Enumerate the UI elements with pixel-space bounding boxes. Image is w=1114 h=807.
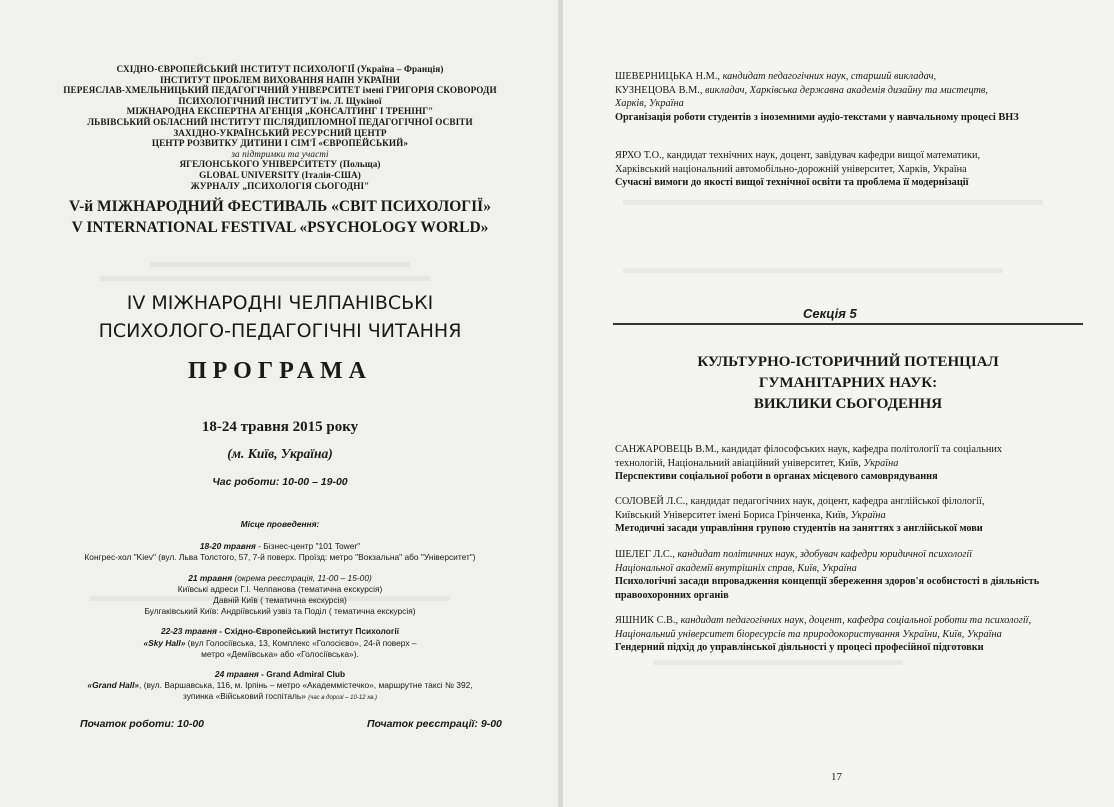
organizer-line: ІНСТИТУТ ПРОБЛЕМ ВИХОВАННЯ НАПН УКРАЇНИ <box>160 74 400 85</box>
right-page <box>563 0 1114 807</box>
venues-heading: Місце проведення: <box>240 519 320 529</box>
venue-address: Конгрес-хол "Kiev" (вул. Льва Толстого, 57, 7-й поверх. Проїзд: метро "Вокзальна" або "Університет") <box>84 552 476 563</box>
entry-title: Організація роботи студентів з іноземними аудіо-текстами у навчальному процесі ВНЗ <box>615 111 1019 123</box>
venue-item <box>40 669 520 705</box>
venue-tour: Давній Київ ( тематична екскурсія) <box>213 595 347 606</box>
organizer-line: ЦЕНТР РОЗВИТКУ ДИТИНИ І СІМ'Ї «ЄВРОПЕЙСЬКИЙ» <box>151 138 409 149</box>
bleed-through <box>100 276 430 281</box>
work-hours: Час роботи: 10-00 – 19-00 <box>212 476 348 488</box>
entry-title: Гендерний підхід до управлінської діяльності у процесі професійної підготовки <box>615 642 984 654</box>
entry-author-role: викладач, Харківська державна академія дизайну та мистецтв, <box>705 84 988 96</box>
section-title-line: КУЛЬТУРНО-ІСТОРИЧНИЙ ПОТЕНЦІАЛ <box>697 354 999 370</box>
program-title: ПРОГРАМА <box>187 358 373 384</box>
support-note: за підтримки та участі <box>231 148 329 159</box>
venue-note: (окрема реєстрація, 11-00 – 15-00) <box>232 572 372 583</box>
section-title-line: ВИКЛИКИ СЬОГОДЕННЯ <box>753 396 943 412</box>
entry-author-role: кандидат політичних наук, здобувач кафедри юридичної психології <box>677 549 973 560</box>
festival-title-en: V INTERNATIONAL FESTIVAL «PSYCHOLOGY WORLD» <box>71 219 489 236</box>
venue-date: 24 травня <box>214 669 259 680</box>
organizer-line: ПЕРЕЯСЛАВ-ХМЕЛЬНИЦЬКИЙ ПЕДАГОГІЧНИЙ УНІВЕРСИТЕТ імені ГРИГОРІЯ СКОВОРОДИ <box>63 85 497 96</box>
venue-address: зупинка «Військовий госпіталь» <box>182 691 309 702</box>
organizers-block <box>40 64 520 191</box>
readings-title-line1: IV МІЖНАРОДНІ ЧЕЛПАНІВСЬКІ <box>126 292 434 314</box>
readings-title-line2: ПСИХОЛОГО-ПЕДАГОГІЧНІ ЧИТАННЯ <box>98 320 462 342</box>
page-number: 17 <box>831 771 842 783</box>
venue-item <box>40 626 520 660</box>
venue-place: - Grand Admiral Club <box>258 669 346 680</box>
venue-place: - Бізнес-центр "101 Tower" <box>255 541 361 552</box>
festival-title-ua: V-й МІЖНАРОДНИЙ ФЕСТИВАЛЬ «СВІТ ПСИХОЛОГІЇ» <box>69 198 491 215</box>
section-divider <box>613 323 1083 325</box>
partner-line: ЯГЕЛОНСЬКОГО УНІВЕРСИТЕТУ (Польща) <box>179 159 381 170</box>
entry-author: КУЗНЕЦОВА В.М., <box>615 84 705 96</box>
entry-place: Україна <box>863 457 899 469</box>
section-label: Секція 5 <box>803 306 857 321</box>
partner-line: GLOBAL UNIVERSITY (Італія-США) <box>199 169 361 180</box>
entry-author: САНЖАРОВЕЦЬ В.М., кандидат філософських наук, кафедра політології та соціальних <box>615 444 1002 455</box>
entry-affiliation: Київський Університет імені Бориса Грінченка, Київ, <box>615 509 851 521</box>
readings-title <box>40 289 520 345</box>
section-title-line: ГУМАНІТАРНИХ НАУК: <box>758 375 938 391</box>
entry-author-role: кандидат педагогічних наук, доцент, кафедра соціальної роботи та психології, <box>680 615 1032 626</box>
venues-block <box>40 519 520 714</box>
organizer-line: МІЖНАРОДНА ЕКСПЕРТНА АГЕНЦІЯ „КОНСАЛТИНГ І ТРЕНІНГ" <box>126 106 434 117</box>
abstract-entry <box>615 443 1075 484</box>
entry-affiliation: технологій, Національний авіаційний університет, Київ, <box>615 457 864 469</box>
organizer-line: ЗАХІДНО-УКРАЇНСЬКИЙ РЕСУРСНИЙ ЦЕНТР <box>173 127 387 138</box>
entry-title: Перспективи соціальної роботи в органах місцевого самоврядування <box>615 471 938 483</box>
venue-tour: Київські адреси Г.І. Челпанова (тематична екскурсія) <box>177 583 383 594</box>
bleed-through <box>150 262 410 267</box>
section-title <box>613 352 1083 415</box>
organizer-line: ЛЬВІВСЬКИЙ ОБЛАСНИЙ ІНСТИТУТ ПІСЛЯДИПЛОМНОЇ ПЕДАГОГІЧНОЇ ОСВІТИ <box>87 116 473 127</box>
entry-author: ШЕЛЕГ Л.С., <box>615 549 678 560</box>
entry-author-role: кандидат педагогічних наук, старший викладач, <box>722 71 937 82</box>
venue-tour: Булгаківський Київ: Андріївський узвіз та Поділ ( тематична екскурсія) <box>144 606 416 617</box>
abstract-entry <box>615 149 1075 190</box>
festival-title <box>40 196 520 238</box>
entry-affiliation: Національний університет біоресурсів та природокористування України, Київ, Україна <box>615 628 1002 640</box>
venue-item <box>40 541 520 563</box>
venue-place: - Східно-Європейський Інститут Психології <box>216 626 400 637</box>
entry-affiliation: Національної академії внутрішніх справ, Київ, Україна <box>615 562 857 574</box>
registration-time: Початок реєстрації: 9-00 <box>367 718 502 730</box>
entry-place: Україна <box>850 509 886 521</box>
entry-author: ЯРХО Т.О., кандидат технічних наук, доцент, завідувач кафедри вищої математики, <box>615 150 981 161</box>
bleed-through <box>623 268 1003 273</box>
abstract-entry <box>615 548 1075 602</box>
entry-place: Харків, Україна <box>615 98 684 110</box>
organizer-line: СХІДНО-ЄВРОПЕЙСЬКИЙ ІНСТИТУТ ПСИХОЛОГІЇ (Україна – Франція) <box>116 64 444 74</box>
venue-address: метро «Деміївська» або «Голосіївська»). <box>201 648 359 659</box>
bleed-through <box>623 200 1043 205</box>
abstract-entry <box>615 70 1075 124</box>
venue-item <box>40 573 520 618</box>
venue-address: , (вул. Варшавська, 116, м. Ірпінь – метро «Академмістечко», маршрутне таксі № 392, <box>139 680 473 691</box>
entry-title: Сучасні вимоги до якості вищої технічної освіти та проблема її модернізації <box>615 177 969 189</box>
abstract-entry <box>615 614 1075 655</box>
entry-author: ШЕВЕРНИЦЬКА Н.М., <box>615 71 723 82</box>
venue-date: 22-23 травня <box>160 626 217 637</box>
venue-date: 18-20 травня <box>199 541 256 552</box>
partner-line: ЖУРНАЛУ „ПСИХОЛОГІЯ СЬОГОДНІ" <box>190 180 370 191</box>
entry-title: Методичні засади управління групою студентів на заняттях з англійської мови <box>615 523 983 535</box>
venue-date: 21 травня <box>188 572 233 583</box>
venue-hall: «Sky Hall» <box>143 637 186 648</box>
venue-address: (вул Голосіївська, 13, Комплекс «Голосієво», 24-й поверх – <box>185 637 417 648</box>
entry-title: Психологічні засади впровадження концепції збереження здоров'я особистості в діяльність правоохоронних органів <box>615 576 1040 601</box>
venue-travel-time: (час в дорозі – 10-12 хв.) <box>308 695 377 702</box>
bleed-through <box>653 660 903 665</box>
venue-hall: «Grand Hall» <box>87 680 140 691</box>
organizer-line: ПСИХОЛОГІЧНИЙ ІНСТИТУТ ім. Л. Щукіної <box>178 95 382 106</box>
entry-author: СОЛОВЕЙ Л.С., кандидат педагогічних наук, доцент, кафедра англійської філології, <box>615 496 985 507</box>
event-dates: 18-24 травня 2015 року <box>201 419 359 435</box>
start-time: Початок роботи: 10-00 <box>80 718 205 730</box>
entry-affiliation: Харківський національний автомобільно-дорожній університет, Харків, Україна <box>615 163 967 175</box>
event-city: (м. Київ, Україна) <box>227 446 333 461</box>
abstract-entry <box>615 495 1075 536</box>
entry-author: ЯШНИК С.В., <box>615 615 681 626</box>
